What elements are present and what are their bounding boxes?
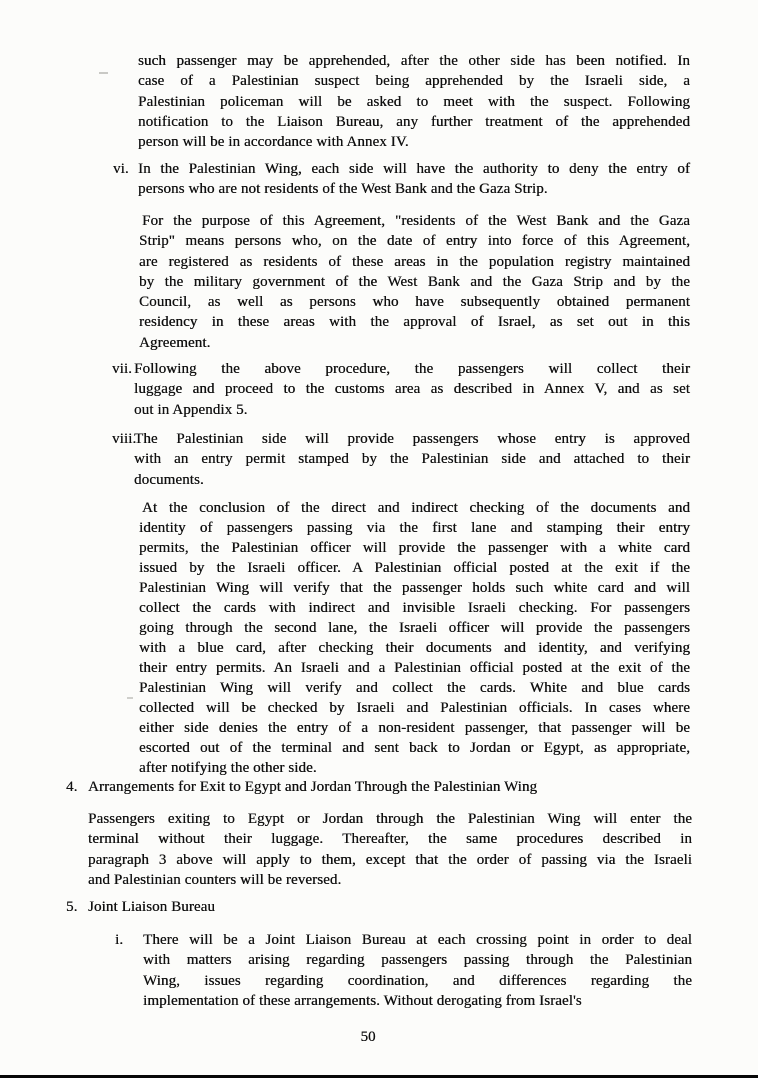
text-line: luggage and proceed to the customs area as described in Annex V, and as set: [134, 381, 690, 398]
text-line: Palestinian Wing will verify that the passenger holds such white card and will: [139, 580, 690, 596]
text-line: terminal without their luggage. Thereafter, the same procedures described in: [88, 831, 692, 848]
section-4-title: Arrangements for Exit to Egypt and Jordan Through the Palestinian Wing: [88, 779, 538, 795]
list-item-viii-label: viii.: [112, 431, 137, 447]
section-4-number: 4.: [66, 779, 78, 795]
paragraph-continuation-v: [138, 51, 690, 152]
scan-artifact: [127, 697, 133, 699]
list-item-i-label: i.: [115, 932, 124, 948]
section-5-title: Joint Liaison Bureau: [88, 899, 215, 915]
text-line: collected will be checked by Israeli and Palestinian officials. In cases where: [139, 700, 690, 716]
page-number: 50: [360, 1029, 376, 1045]
text-line: implementation of these arrangements. Without derogating from Israel's: [143, 992, 582, 1009]
text-line: Agreement.: [139, 334, 211, 351]
text-line: collect the cards with indirect and invisible Israeli checking. For passengers: [139, 600, 690, 616]
scan-artifact: [99, 72, 108, 74]
text-line: with an entry permit stamped by the Palestinian side and attached to their: [134, 451, 690, 468]
list-item-vi: [113, 159, 690, 200]
text-line: In the Palestinian Wing, each side will have the authority to deny the entry of: [138, 161, 690, 177]
text-line: Council, as well as persons who have subsequently obtained permanent: [139, 294, 690, 311]
text-line: Wing, issues regarding coordination, and differences regarding the: [143, 972, 692, 989]
text-line: There will be a Joint Liaison Bureau at each crossing point in order to deal: [143, 932, 692, 948]
text-line: by the military government of the West Bank and the Gaza Strip and by the: [139, 273, 690, 290]
paragraph-residents-definition: [139, 211, 690, 353]
text-line: identity of passengers passing via the first lane and stamping their entry: [139, 520, 690, 536]
text-line: are registered as residents of these areas in the population registry maintained: [139, 253, 690, 270]
text-line: residency in these areas with the approval of Israel, as set out in this: [139, 314, 690, 331]
list-item-vi-label: vi.: [113, 161, 129, 177]
text-line: notification to the Liaison Bureau, any further treatment of the apprehended: [138, 113, 690, 130]
text-line: documents.: [134, 471, 204, 488]
text-line: permits, the Palestinian officer will provide the passenger with a white card: [139, 540, 690, 556]
list-item-i: [115, 930, 692, 1011]
text-line: with matters arising regarding passengers passing through the Palestinian: [143, 952, 692, 969]
text-line: out in Appendix 5.: [134, 401, 248, 418]
list-item-vii-label: vii.: [112, 361, 132, 377]
section-5-number: 5.: [66, 899, 78, 915]
text-line: their entry permits. An Israeli and a Palestinian official posted at the exit of the: [139, 660, 690, 676]
list-item-vii: [112, 359, 690, 420]
section-heading-5: [66, 897, 692, 917]
text-line: Palestinian policeman will be asked to meet with the suspect. Following: [138, 93, 690, 110]
text-line: person will be in accordance with Annex IV.: [138, 134, 409, 151]
text-line: At the conclusion of the direct and indirect checking of the documents and: [142, 500, 690, 516]
text-line: Strip" means persons who, on the date of entry into force of this Agreement,: [139, 233, 690, 250]
text-line: issued by the Israeli officer. A Palestinian official posted at the exit if the: [139, 560, 690, 576]
list-item-viii: [112, 429, 690, 490]
section-heading-4: [66, 777, 692, 797]
text-line: The Palestinian side will provide passengers whose entry is approved: [134, 431, 690, 447]
text-line: escorted out of the terminal and sent back to Jordan or Egypt, as appropriate,: [139, 740, 690, 756]
text-line: persons who are not residents of the West Bank and the Gaza Strip.: [138, 181, 548, 198]
text-line: with a blue card, after checking their documents and identity, and verifying: [139, 640, 690, 656]
text-line: paragraph 3 above will apply to them, except that the order of passing via the Israeli: [88, 851, 692, 868]
text-line: Following the above procedure, the passengers will collect their: [134, 361, 690, 377]
text-line: either side denies the entry of a non-resident passenger, that passenger will be: [139, 720, 690, 736]
text-line: Palestinian Wing will verify and collect the cards. White and blue cards: [139, 680, 690, 696]
paragraph-exit-procedures: [88, 809, 692, 890]
text-line: For the purpose of this Agreement, "residents of the West Bank and the Gaza: [142, 213, 690, 229]
text-line: Passengers exiting to Egypt or Jordan through the Palestinian Wing will enter the: [88, 811, 692, 827]
text-line: case of a Palestinian suspect being apprehended by the Israeli side, a: [138, 73, 690, 90]
text-line: and Palestinian counters will be reversed.: [88, 871, 342, 888]
text-line: going through the second lane, the Israeli officer will provide the passengers: [139, 620, 690, 636]
text-line: after notifying the other side.: [139, 760, 317, 776]
text-line: such passenger may be apprehended, after the other side has been notified. In: [138, 53, 690, 69]
paragraph-card-checking: [139, 498, 690, 778]
